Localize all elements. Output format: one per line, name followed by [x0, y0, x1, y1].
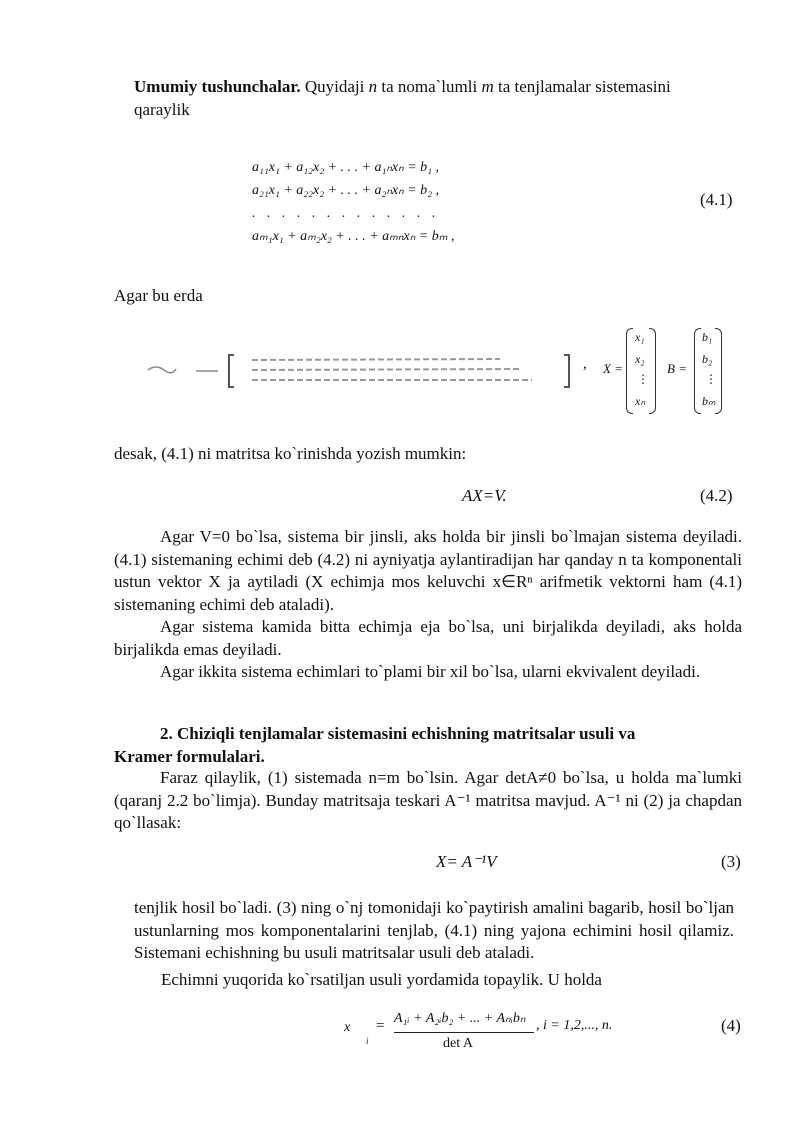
equation-number-4-2: (4.2) [700, 486, 733, 505]
right-paren [649, 328, 656, 414]
vector-entry: ⋮ [637, 372, 649, 386]
equation-4 [340, 1008, 680, 1058]
b-vector-label: B = [667, 361, 687, 376]
equation-4-2: AX=V. [462, 486, 507, 505]
system-row: aₘ₁x₁ + aₘ₂x₂ + . . . + aₘₙxₙ = bₘ , [252, 229, 455, 244]
agar-bu-erda: Agar bu erda [114, 286, 203, 305]
system-row: a₁₁x₁ + a₁₂x₂ + . . . + a₁ₙxₙ = b₁ , [252, 160, 440, 175]
vector-entry: bₘ [702, 394, 716, 408]
vector-entry: b₁ [702, 330, 713, 344]
eq4-tail: , i = 1,2,..., n. [536, 1018, 613, 1033]
x-vector-label: X = [603, 361, 623, 376]
eq4-numerator: A₁ᵢ + A₂ᵢb₂ + ... + Aₙᵢbₙ [394, 1011, 526, 1026]
left-paren [694, 328, 701, 414]
fraction-bar [394, 1032, 534, 1033]
paragraph-equivalent: Agar ikkita sistema echimlari to`plami bir xil bo`lsa, ularni ekvivalent deyiladi. [160, 662, 701, 681]
vector-entry: ⋮ [705, 372, 717, 386]
system-4-1 [252, 156, 454, 248]
left-paren [626, 328, 633, 414]
x-vector [626, 328, 656, 414]
eq4-lhs: x [344, 1020, 351, 1035]
desak-line: desak, (4.1) ni matritsa ko`rinishda yozish mumkin: [114, 444, 467, 463]
system-row: . . . . . . . . . . . . . [252, 206, 440, 221]
matrix-a-image [140, 345, 580, 395]
eq4-equals: = [376, 1018, 385, 1034]
equation-3: X= A⁻¹V [436, 852, 497, 871]
section-2-heading: 2. Chiziqli tenjlamalar sistemasini echishning matritsalar usuli va Kramer formulalari. [114, 724, 636, 766]
paragraph-find-solution: Echimni yuqorida ko`rsatiljan usuli yordamida topaylik. U holda [161, 970, 602, 989]
vector-entry: x₁ [635, 330, 645, 344]
paragraph-matrix-method: Faraz qilaylik, (1) sistemada n=m bo`lsin. Agar detA≠0 bo`lsa, u holda ma`lumki (qaranj 2.2 bo`limja). Bunday matritsaja teskari A⁻¹ matritsa mavjud. A⁻¹ ni (2) ja chapdan qo`llasak: [114, 768, 742, 832]
equation-number-4: (4) [721, 1016, 741, 1035]
paragraph-solution: tenjlik hosil bo`ladi. (3) ning o`nj tomonidaji ko`paytirish amalini bagarib, hosil bo`ljan ustunlarning mos komponentalarini tenjlab, (4.1) ning yajona echimini hosil qilamiz. Sistemani echishning bu usuli matritsalar usuli deb ataladi. [134, 898, 734, 962]
vector-entry: b₂ [702, 352, 713, 366]
vector-separator-comma: , [583, 356, 587, 372]
right-paren [715, 328, 722, 414]
paragraph-homogeneous: Agar V=0 bo`lsa, sistema bir jinsli, aks holda bir jinsli bo`lmajan sistema deyiladi. (4.1) sistemaning echimi deb (4.2) ni ayniyatja aylantiradijan har qanday n ta komponentali ustun vektor X ja aytiladi (X echimja mos keluvchi x∈Rⁿ arifmetik vektorni ham (4.1) sistemaning echimi deb ataladi). [114, 527, 742, 614]
intro-heading: Umumiy tushunchalar. [134, 77, 301, 96]
equation-number-3: (3) [721, 852, 741, 871]
vector-entry: x₂ [635, 352, 645, 366]
eq4-lhs-subscript: i [366, 1036, 369, 1046]
system-row: a₂₁x₁ + a₂₂x₂ + . . . + a₂ₙxₙ = b₂ , [252, 183, 440, 198]
vector-entry: xₙ [635, 394, 646, 408]
b-vector [694, 328, 722, 414]
intro-paragraph: Umumiy tushunchalar. Quyidaji n ta noma`lumli m ta tenjlamalar sistemasini qaraylik [134, 77, 671, 119]
paragraph-consistent: Agar sistema kamida bitta echimja eja bo`lsa, uni birjalikda deyiladi, aks holda birjalikda emas deyiladi. [114, 617, 742, 659]
eq4-denominator: det A [443, 1036, 473, 1051]
equation-number-4-1: (4.1) [700, 190, 733, 209]
